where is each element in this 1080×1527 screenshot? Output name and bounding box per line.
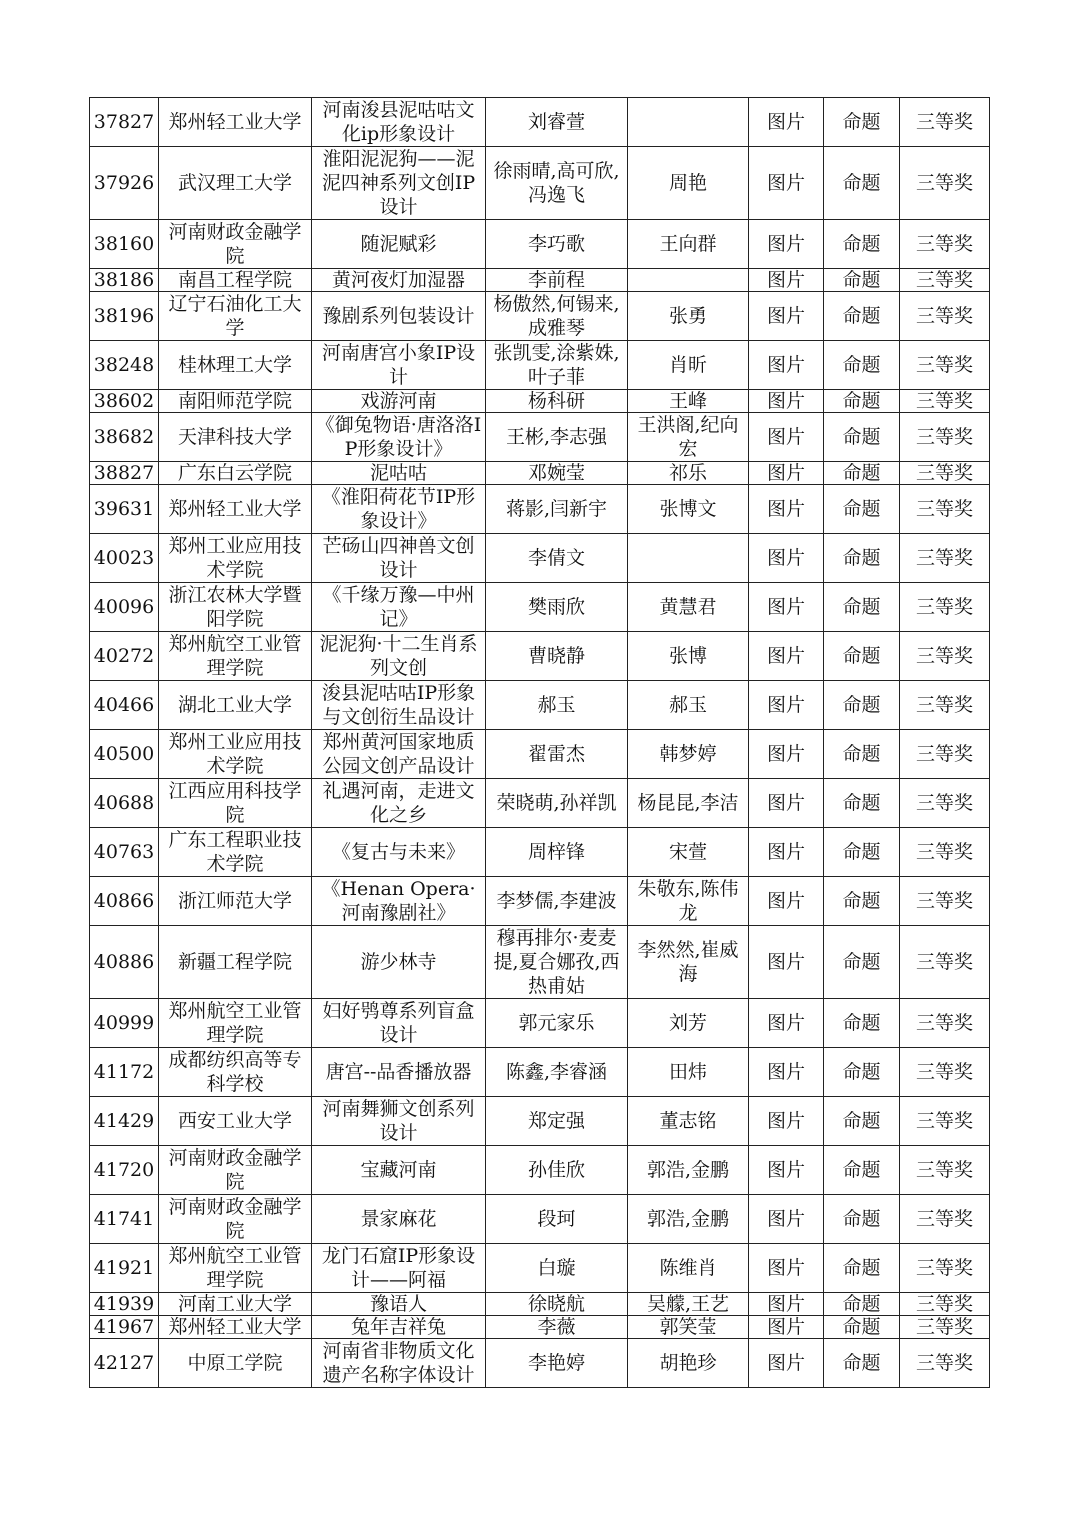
cell-category: 命题 <box>824 147 900 220</box>
cell-advisor: 黄慧君 <box>628 583 749 632</box>
cell-type: 图片 <box>749 877 824 926</box>
cell-school: 郑州航空工业管理学院 <box>159 1244 312 1293</box>
cell-author: 段珂 <box>486 1195 628 1244</box>
cell-school: 武汉理工大学 <box>159 147 312 220</box>
cell-category: 命题 <box>824 485 900 534</box>
cell-id: 40999 <box>90 999 159 1048</box>
cell-category: 命题 <box>824 1048 900 1097</box>
cell-category: 命题 <box>824 1146 900 1195</box>
cell-advisor: 张博 <box>628 632 749 681</box>
cell-title: 豫剧系列包装设计 <box>312 292 486 341</box>
cell-author: 邓婉莹 <box>486 462 628 485</box>
cell-title: 淮阳泥泥狗——泥泥四神系列文创IP设计 <box>312 147 486 220</box>
cell-author: 李薇 <box>486 1316 628 1339</box>
table-row <box>90 413 990 462</box>
cell-award: 三等奖 <box>900 681 990 730</box>
cell-title: 《千缘万豫—中州记》 <box>312 583 486 632</box>
cell-category: 命题 <box>824 583 900 632</box>
cell-title: 《复古与未来》 <box>312 828 486 877</box>
table-row <box>90 583 990 632</box>
cell-id: 38248 <box>90 341 159 390</box>
cell-award: 三等奖 <box>900 1293 990 1316</box>
cell-type: 图片 <box>749 1339 824 1388</box>
cell-category: 命题 <box>824 1316 900 1339</box>
cell-author: 李梦儒,李建波 <box>486 877 628 926</box>
cell-category: 命题 <box>824 730 900 779</box>
cell-title: 郑州黄河国家地质公园文创产品设计 <box>312 730 486 779</box>
table-row <box>90 485 990 534</box>
cell-award: 三等奖 <box>900 926 990 999</box>
table-row <box>90 98 990 147</box>
table-row <box>90 341 990 390</box>
cell-title: 豫语人 <box>312 1293 486 1316</box>
cell-type: 图片 <box>749 1146 824 1195</box>
cell-author: 郝玉 <box>486 681 628 730</box>
cell-author: 徐晓航 <box>486 1293 628 1316</box>
cell-id: 38827 <box>90 462 159 485</box>
cell-award: 三等奖 <box>900 485 990 534</box>
cell-type: 图片 <box>749 1316 824 1339</box>
cell-category: 命题 <box>824 1097 900 1146</box>
cell-author: 李艳婷 <box>486 1339 628 1388</box>
cell-category: 命题 <box>824 632 900 681</box>
cell-advisor: 杨昆昆,李洁 <box>628 779 749 828</box>
cell-award: 三等奖 <box>900 98 990 147</box>
cell-school: 成都纺织高等专科学校 <box>159 1048 312 1097</box>
cell-award: 三等奖 <box>900 877 990 926</box>
cell-school: 河南财政金融学院 <box>159 1146 312 1195</box>
cell-author: 郭元家乐 <box>486 999 628 1048</box>
table-row <box>90 1316 990 1339</box>
cell-type: 图片 <box>749 999 824 1048</box>
cell-id: 40688 <box>90 779 159 828</box>
cell-type: 图片 <box>749 292 824 341</box>
cell-author: 郑定强 <box>486 1097 628 1146</box>
cell-author: 白璇 <box>486 1244 628 1293</box>
cell-school: 广东白云学院 <box>159 462 312 485</box>
cell-id: 40096 <box>90 583 159 632</box>
cell-id: 40886 <box>90 926 159 999</box>
cell-id: 42127 <box>90 1339 159 1388</box>
cell-school: 郑州轻工业大学 <box>159 98 312 147</box>
table-row <box>90 779 990 828</box>
cell-title: 泥泥狗·十二生肖系列文创 <box>312 632 486 681</box>
cell-id: 41720 <box>90 1146 159 1195</box>
cell-author: 穆再排尔·麦麦提,夏合娜孜,西热甫姑 <box>486 926 628 999</box>
cell-category: 命题 <box>824 828 900 877</box>
cell-school: 郑州轻工业大学 <box>159 1316 312 1339</box>
table-row <box>90 999 990 1048</box>
cell-title: 芒砀山四神兽文创设计 <box>312 534 486 583</box>
cell-title: 《御兔物语·唐洛洛IP形象设计》 <box>312 413 486 462</box>
cell-advisor: 田炜 <box>628 1048 749 1097</box>
cell-advisor: 郭浩,金鹏 <box>628 1146 749 1195</box>
cell-author: 周梓锋 <box>486 828 628 877</box>
cell-id: 41921 <box>90 1244 159 1293</box>
cell-author: 杨科研 <box>486 390 628 413</box>
cell-advisor: 刘芳 <box>628 999 749 1048</box>
cell-school: 郑州工业应用技术学院 <box>159 534 312 583</box>
cell-id: 37827 <box>90 98 159 147</box>
cell-title: 唐宫--品香播放器 <box>312 1048 486 1097</box>
cell-type: 图片 <box>749 1195 824 1244</box>
cell-id: 40466 <box>90 681 159 730</box>
cell-id: 41967 <box>90 1316 159 1339</box>
cell-author: 李巧歌 <box>486 220 628 269</box>
cell-id: 40866 <box>90 877 159 926</box>
cell-advisor: 周艳 <box>628 147 749 220</box>
cell-id: 41741 <box>90 1195 159 1244</box>
award-table <box>89 97 990 1388</box>
cell-category: 命题 <box>824 413 900 462</box>
cell-id: 38602 <box>90 390 159 413</box>
table-row <box>90 1195 990 1244</box>
cell-advisor <box>628 534 749 583</box>
cell-school: 辽宁石油化工大学 <box>159 292 312 341</box>
cell-award: 三等奖 <box>900 730 990 779</box>
cell-award: 三等奖 <box>900 292 990 341</box>
cell-school: 中原工学院 <box>159 1339 312 1388</box>
cell-category: 命题 <box>824 926 900 999</box>
cell-advisor: 郭浩,金鹏 <box>628 1195 749 1244</box>
table-body <box>90 98 990 1388</box>
cell-type: 图片 <box>749 98 824 147</box>
cell-title: 礼遇河南，走进文化之乡 <box>312 779 486 828</box>
cell-type: 图片 <box>749 1048 824 1097</box>
cell-award: 三等奖 <box>900 779 990 828</box>
cell-title: 《淮阳荷花节IP形象设计》 <box>312 485 486 534</box>
cell-advisor <box>628 269 749 292</box>
cell-advisor: 肖昕 <box>628 341 749 390</box>
cell-type: 图片 <box>749 1293 824 1316</box>
cell-type: 图片 <box>749 779 824 828</box>
cell-type: 图片 <box>749 390 824 413</box>
cell-advisor: 吴艨,王艺 <box>628 1293 749 1316</box>
cell-type: 图片 <box>749 926 824 999</box>
cell-advisor: 胡艳珍 <box>628 1339 749 1388</box>
cell-id: 39631 <box>90 485 159 534</box>
cell-school: 西安工业大学 <box>159 1097 312 1146</box>
cell-author: 杨傲然,何锡来,成雅琴 <box>486 292 628 341</box>
cell-id: 38682 <box>90 413 159 462</box>
table-row <box>90 269 990 292</box>
cell-author: 陈鑫,李睿涵 <box>486 1048 628 1097</box>
cell-award: 三等奖 <box>900 583 990 632</box>
table-row <box>90 220 990 269</box>
cell-award: 三等奖 <box>900 341 990 390</box>
cell-author: 徐雨晴,高可欣,冯逸飞 <box>486 147 628 220</box>
cell-school: 天津科技大学 <box>159 413 312 462</box>
cell-school: 湖北工业大学 <box>159 681 312 730</box>
cell-award: 三等奖 <box>900 999 990 1048</box>
cell-school: 郑州航空工业管理学院 <box>159 999 312 1048</box>
cell-type: 图片 <box>749 413 824 462</box>
cell-category: 命题 <box>824 341 900 390</box>
cell-advisor: 李然然,崔威海 <box>628 926 749 999</box>
table-row <box>90 1146 990 1195</box>
cell-category: 命题 <box>824 462 900 485</box>
cell-type: 图片 <box>749 632 824 681</box>
cell-advisor: 张博文 <box>628 485 749 534</box>
cell-advisor: 张勇 <box>628 292 749 341</box>
table-row <box>90 1293 990 1316</box>
cell-category: 命题 <box>824 1195 900 1244</box>
cell-id: 38160 <box>90 220 159 269</box>
cell-type: 图片 <box>749 269 824 292</box>
cell-title: 宝藏河南 <box>312 1146 486 1195</box>
table-row <box>90 1339 990 1388</box>
cell-type: 图片 <box>749 1244 824 1293</box>
cell-author: 张凯雯,涂紫姝,叶子菲 <box>486 341 628 390</box>
cell-category: 命题 <box>824 1244 900 1293</box>
cell-type: 图片 <box>749 1097 824 1146</box>
cell-author: 李前程 <box>486 269 628 292</box>
cell-id: 41939 <box>90 1293 159 1316</box>
cell-advisor: 朱敬东,陈伟龙 <box>628 877 749 926</box>
cell-award: 三等奖 <box>900 828 990 877</box>
cell-award: 三等奖 <box>900 1048 990 1097</box>
cell-title: 《Henan Opera·河南豫剧社》 <box>312 877 486 926</box>
document-page <box>89 97 989 1388</box>
cell-school: 郑州航空工业管理学院 <box>159 632 312 681</box>
table-row <box>90 877 990 926</box>
cell-type: 图片 <box>749 341 824 390</box>
cell-advisor: 郭笑莹 <box>628 1316 749 1339</box>
cell-category: 命题 <box>824 390 900 413</box>
cell-id: 40272 <box>90 632 159 681</box>
cell-school: 河南财政金融学院 <box>159 220 312 269</box>
cell-author: 孙佳欣 <box>486 1146 628 1195</box>
cell-advisor: 宋萱 <box>628 828 749 877</box>
cell-advisor: 郝玉 <box>628 681 749 730</box>
cell-type: 图片 <box>749 147 824 220</box>
cell-advisor: 王向群 <box>628 220 749 269</box>
cell-category: 命题 <box>824 534 900 583</box>
cell-school: 河南财政金融学院 <box>159 1195 312 1244</box>
cell-id: 40763 <box>90 828 159 877</box>
cell-school: 江西应用科技学院 <box>159 779 312 828</box>
table-row <box>90 730 990 779</box>
cell-advisor <box>628 98 749 147</box>
cell-title: 河南省非物质文化遗产名称字体设计 <box>312 1339 486 1388</box>
cell-award: 三等奖 <box>900 269 990 292</box>
cell-title: 浚县泥咕咕IP形象与文创衍生品设计 <box>312 681 486 730</box>
cell-advisor: 王洪阁,纪向宏 <box>628 413 749 462</box>
cell-advisor: 祁乐 <box>628 462 749 485</box>
cell-award: 三等奖 <box>900 413 990 462</box>
cell-award: 三等奖 <box>900 1316 990 1339</box>
cell-title: 河南浚县泥咕咕文化ip形象设计 <box>312 98 486 147</box>
cell-school: 南阳师范学院 <box>159 390 312 413</box>
cell-category: 命题 <box>824 292 900 341</box>
cell-award: 三等奖 <box>900 462 990 485</box>
cell-title: 泥咕咕 <box>312 462 486 485</box>
cell-advisor: 董志铭 <box>628 1097 749 1146</box>
cell-category: 命题 <box>824 1293 900 1316</box>
cell-title: 兔年吉祥兔 <box>312 1316 486 1339</box>
cell-category: 命题 <box>824 877 900 926</box>
cell-advisor: 陈维肖 <box>628 1244 749 1293</box>
cell-award: 三等奖 <box>900 632 990 681</box>
cell-advisor: 王峰 <box>628 390 749 413</box>
table-row <box>90 1048 990 1097</box>
cell-award: 三等奖 <box>900 1244 990 1293</box>
table-row <box>90 390 990 413</box>
cell-author: 翟雷杰 <box>486 730 628 779</box>
cell-author: 蒋影,闫新宇 <box>486 485 628 534</box>
table-row <box>90 926 990 999</box>
cell-award: 三等奖 <box>900 1097 990 1146</box>
cell-award: 三等奖 <box>900 390 990 413</box>
cell-author: 李倩文 <box>486 534 628 583</box>
cell-id: 37926 <box>90 147 159 220</box>
cell-type: 图片 <box>749 462 824 485</box>
table-row <box>90 147 990 220</box>
cell-type: 图片 <box>749 220 824 269</box>
cell-award: 三等奖 <box>900 1339 990 1388</box>
cell-type: 图片 <box>749 583 824 632</box>
cell-school: 新疆工程学院 <box>159 926 312 999</box>
cell-title: 黄河夜灯加湿器 <box>312 269 486 292</box>
cell-id: 41172 <box>90 1048 159 1097</box>
cell-school: 郑州轻工业大学 <box>159 485 312 534</box>
cell-author: 樊雨欣 <box>486 583 628 632</box>
cell-school: 浙江师范大学 <box>159 877 312 926</box>
table-row <box>90 462 990 485</box>
cell-title: 游少林寺 <box>312 926 486 999</box>
cell-author: 曹晓静 <box>486 632 628 681</box>
cell-id: 38196 <box>90 292 159 341</box>
cell-advisor: 韩梦婷 <box>628 730 749 779</box>
cell-type: 图片 <box>749 534 824 583</box>
cell-id: 40500 <box>90 730 159 779</box>
cell-category: 命题 <box>824 269 900 292</box>
cell-award: 三等奖 <box>900 220 990 269</box>
cell-category: 命题 <box>824 999 900 1048</box>
cell-title: 龙门石窟IP形象设计——阿福 <box>312 1244 486 1293</box>
cell-type: 图片 <box>749 485 824 534</box>
cell-award: 三等奖 <box>900 534 990 583</box>
cell-author: 荣晓萌,孙祥凯 <box>486 779 628 828</box>
cell-id: 40023 <box>90 534 159 583</box>
cell-title: 随泥赋彩 <box>312 220 486 269</box>
cell-category: 命题 <box>824 1339 900 1388</box>
table-row <box>90 828 990 877</box>
cell-id: 38186 <box>90 269 159 292</box>
cell-title: 河南舞狮文创系列设计 <box>312 1097 486 1146</box>
cell-category: 命题 <box>824 681 900 730</box>
table-row <box>90 681 990 730</box>
cell-title: 戏游河南 <box>312 390 486 413</box>
table-row <box>90 1244 990 1293</box>
cell-award: 三等奖 <box>900 147 990 220</box>
cell-award: 三等奖 <box>900 1195 990 1244</box>
cell-title: 景家麻花 <box>312 1195 486 1244</box>
cell-title: 河南唐宫小象IP设计 <box>312 341 486 390</box>
cell-type: 图片 <box>749 730 824 779</box>
cell-author: 刘睿萱 <box>486 98 628 147</box>
cell-author: 王彬,李志强 <box>486 413 628 462</box>
cell-title: 妇好鸮尊系列盲盒设计 <box>312 999 486 1048</box>
cell-type: 图片 <box>749 681 824 730</box>
cell-category: 命题 <box>824 98 900 147</box>
table-row <box>90 1097 990 1146</box>
cell-school: 广东工程职业技术学院 <box>159 828 312 877</box>
cell-type: 图片 <box>749 828 824 877</box>
cell-id: 41429 <box>90 1097 159 1146</box>
cell-category: 命题 <box>824 779 900 828</box>
cell-school: 南昌工程学院 <box>159 269 312 292</box>
cell-category: 命题 <box>824 220 900 269</box>
table-row <box>90 292 990 341</box>
table-row <box>90 534 990 583</box>
cell-school: 桂林理工大学 <box>159 341 312 390</box>
cell-school: 郑州工业应用技术学院 <box>159 730 312 779</box>
cell-award: 三等奖 <box>900 1146 990 1195</box>
cell-school: 浙江农林大学暨阳学院 <box>159 583 312 632</box>
table-row <box>90 632 990 681</box>
cell-school: 河南工业大学 <box>159 1293 312 1316</box>
